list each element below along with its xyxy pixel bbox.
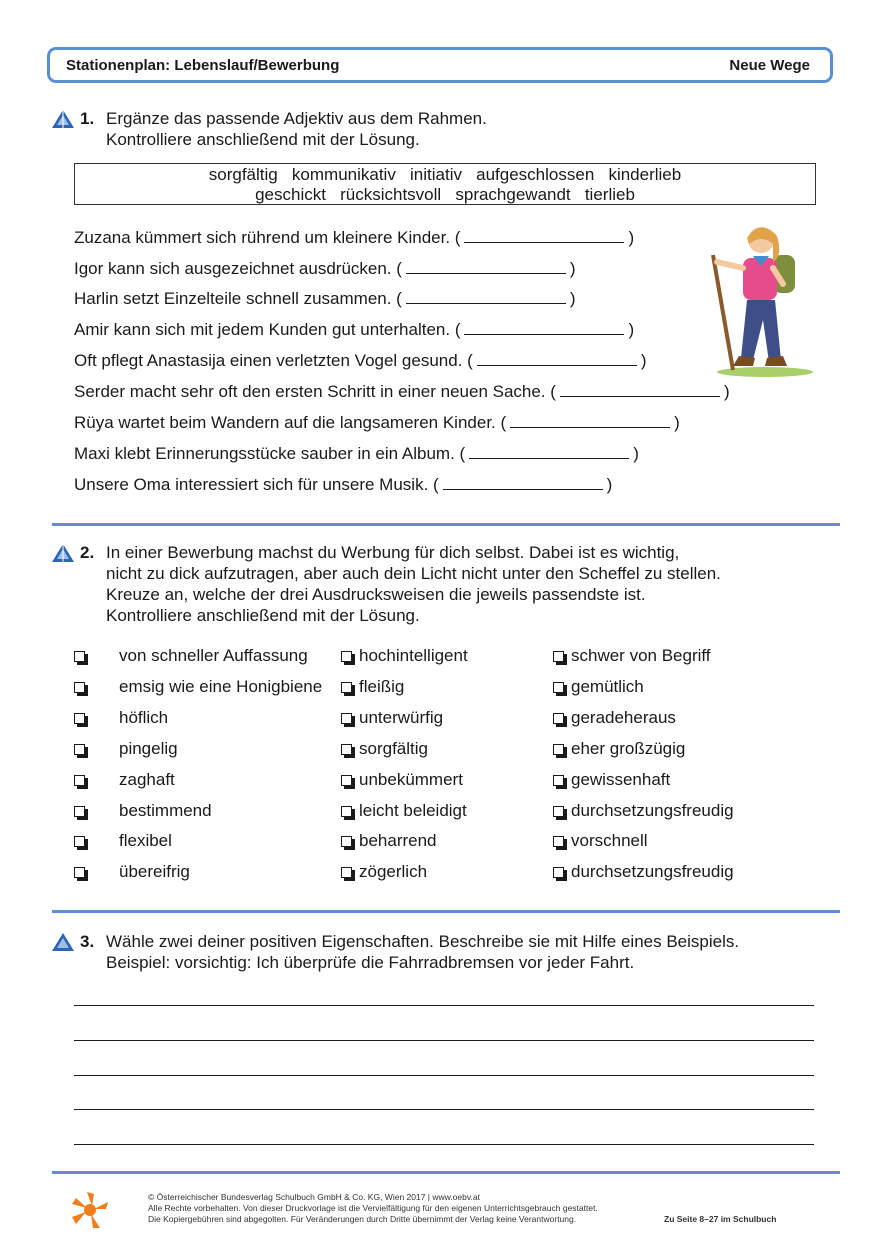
- answer-blank[interactable]: [464, 228, 624, 243]
- option-label: durchsetzungsfreudig: [571, 800, 734, 820]
- sentence-row: [74, 444, 639, 464]
- close-paren: ): [569, 259, 576, 278]
- option-label: fleißig: [359, 676, 405, 696]
- close-paren: ): [633, 444, 639, 463]
- header-box: [47, 47, 833, 83]
- option-label: hochintelligent: [359, 646, 468, 665]
- option-label: bestimmend: [119, 800, 212, 820]
- checkbox-icon[interactable]: [341, 713, 352, 724]
- close-paren: ): [723, 382, 730, 401]
- rights-line: Alle Rechte vorbehalten. Von dieser Druckvorlage ist die Vervielfältigung für den eigenen Unterrichtsgebrauch gestattet.: [148, 1203, 598, 1213]
- section-divider: [52, 523, 840, 526]
- task2-instruction-4: Kontrolliere anschließend mit der Lösung.: [106, 606, 420, 625]
- option-label: leicht beleidigt: [359, 800, 467, 820]
- close-paren: ): [628, 320, 635, 339]
- task2-instruction-3: Kreuze an, welche der drei Ausdrucksweisen die jeweils passendste ist.: [106, 585, 646, 604]
- option-label: zögerlich: [359, 862, 428, 882]
- option-item[interactable]: [74, 770, 175, 790]
- answer-blank[interactable]: [464, 320, 624, 335]
- option-item[interactable]: [74, 646, 308, 666]
- checkbox-icon[interactable]: [74, 775, 85, 786]
- option-item[interactable]: [341, 801, 467, 821]
- checkbox-icon[interactable]: [74, 713, 85, 724]
- option-item[interactable]: [74, 677, 322, 697]
- close-paren: ): [640, 351, 647, 370]
- sentence-row: [74, 351, 646, 371]
- copyright-line: © Österreichischer Bundesverlag Schulbuch GmbH & Co. KG, Wien 2017 | www.oebv.at: [148, 1192, 480, 1202]
- option-item[interactable]: [553, 708, 676, 728]
- sentence-row: [74, 413, 680, 433]
- option-label: flexibel: [119, 831, 172, 851]
- section-divider: [52, 910, 840, 913]
- sentence-text: Maxi klebt Erinnerungsstücke sauber in ein Album. (: [74, 444, 466, 463]
- checkbox-icon[interactable]: [341, 682, 352, 693]
- option-item[interactable]: [341, 862, 427, 882]
- option-label: von schneller Auffassung: [119, 646, 308, 665]
- task1-number: 1.: [80, 109, 95, 128]
- sentence-row: [74, 382, 730, 402]
- word-box: [74, 163, 816, 205]
- task3-instruction-1: Wähle zwei deiner positiven Eigenschaften. Beschreibe sie mit Hilfe eines Beispiels.: [106, 932, 740, 951]
- option-label: pingelig: [119, 738, 178, 758]
- sentence-row: [74, 228, 634, 248]
- option-label: geradeheraus: [571, 707, 676, 727]
- sentence-text: Oft pflegt Anastasija einen verletzten Vogel gesund. (: [74, 351, 473, 370]
- option-item[interactable]: [341, 677, 404, 697]
- option-label: schwer von Begriff: [571, 646, 711, 665]
- answer-blank[interactable]: [406, 259, 566, 274]
- sentence-row: [74, 320, 634, 340]
- sentence-text: Serder macht sehr oft den ersten Schritt in einer neuen Sache. (: [74, 382, 556, 401]
- sentence-text: Igor kann sich ausgezeichnet ausdrücken. (: [74, 259, 402, 278]
- option-label: eher großzügig: [571, 738, 686, 758]
- option-label: beharrend: [359, 831, 437, 851]
- sentence-text: Zuzana kümmert sich rührend um kleinere Kinder. (: [74, 228, 461, 247]
- footer-divider: [52, 1171, 840, 1174]
- checkbox-icon[interactable]: [341, 806, 352, 817]
- checkbox-icon[interactable]: [74, 744, 85, 755]
- answer-blank[interactable]: [469, 444, 629, 459]
- close-paren: ): [606, 475, 613, 494]
- option-item[interactable]: [553, 770, 670, 790]
- checkbox-icon[interactable]: [553, 682, 564, 693]
- close-paren: ): [569, 289, 576, 308]
- checkbox-icon[interactable]: [341, 775, 352, 786]
- fees-line: Die Kopiergebühren sind abgegolten. Für Veränderungen durch Dritte übernimmt der Verlag keine Verantwortung.: [148, 1214, 577, 1224]
- checkbox-icon[interactable]: [553, 713, 564, 724]
- hiker-illustration: [703, 220, 813, 380]
- option-item[interactable]: [74, 831, 172, 851]
- sentence-text: Amir kann sich mit jedem Kunden gut unterhalten. (: [74, 320, 461, 339]
- answer-blank[interactable]: [510, 413, 670, 428]
- answer-blank[interactable]: [406, 289, 566, 304]
- checkbox-icon[interactable]: [341, 836, 352, 847]
- option-item[interactable]: [553, 646, 711, 666]
- option-label: übereifrig: [119, 862, 190, 882]
- checkbox-icon[interactable]: [74, 867, 85, 878]
- answer-blank[interactable]: [477, 351, 637, 366]
- sentence-row: [74, 259, 576, 279]
- checkbox-icon[interactable]: [553, 651, 564, 662]
- option-item[interactable]: [553, 801, 734, 821]
- checkbox-icon[interactable]: [74, 806, 85, 817]
- checkbox-icon[interactable]: [74, 836, 85, 847]
- option-item[interactable]: [341, 708, 443, 728]
- option-item[interactable]: [74, 801, 212, 821]
- option-item[interactable]: [553, 831, 648, 851]
- writing-line[interactable]: [74, 1075, 814, 1076]
- writing-line[interactable]: [74, 1040, 814, 1041]
- difficulty-triangle-icon: [52, 110, 74, 128]
- sentence-row: [74, 475, 612, 495]
- option-label: vorschnell: [571, 831, 648, 851]
- difficulty-triangle-icon: [52, 933, 74, 951]
- copyright-notice: [148, 1192, 598, 1225]
- checkbox-icon[interactable]: [553, 806, 564, 817]
- writing-line[interactable]: [74, 1144, 814, 1145]
- word-box-line-1: sorgfältig kommunikativ initiativ aufgeschlossen kinderlieb: [208, 165, 682, 184]
- option-item[interactable]: [341, 739, 428, 759]
- option-item[interactable]: [74, 708, 168, 728]
- writing-line[interactable]: [74, 1109, 814, 1110]
- option-item[interactable]: [341, 646, 468, 666]
- option-item[interactable]: [553, 739, 685, 759]
- oebv-logo-icon: [70, 1190, 110, 1230]
- option-item[interactable]: [553, 862, 734, 882]
- option-label: emsig wie eine Honigbiene: [119, 676, 323, 696]
- task1-instruction-2: Kontrolliere anschließend mit der Lösung.: [106, 130, 420, 149]
- task3-number: 3.: [80, 932, 95, 951]
- sentence-row: [74, 289, 576, 309]
- option-item[interactable]: [74, 739, 178, 759]
- option-label: sorgfältig: [359, 738, 428, 758]
- checkbox-icon[interactable]: [553, 867, 564, 878]
- word-box-line-2: geschickt rücksichtsvoll sprachgewandt tierlieb: [255, 185, 635, 204]
- checkbox-icon[interactable]: [74, 682, 85, 693]
- task2-instruction-1: In einer Bewerbung machst du Werbung für dich selbst. Dabei ist es wichtig,: [106, 543, 680, 562]
- task3-instruction-2: Beispiel: vorsichtig: Ich überprüfe die Fahrradbremsen vor jeder Fahrt.: [106, 953, 635, 972]
- checkbox-icon[interactable]: [341, 867, 352, 878]
- checkbox-icon[interactable]: [553, 744, 564, 755]
- answer-blank[interactable]: [560, 382, 720, 397]
- series-name: Neue Wege: [729, 56, 810, 74]
- task2-instruction-2: nicht zu dick aufzutragen, aber auch dein Licht nicht unter den Scheffel zu stellen.: [106, 564, 721, 583]
- task1-instruction-1: Ergänze das passende Adjektiv aus dem Rahmen.: [106, 109, 487, 128]
- worksheet-title: Stationenplan: Lebenslauf/Bewerbung: [66, 56, 340, 74]
- option-label: gemütlich: [571, 676, 644, 696]
- checkbox-icon[interactable]: [553, 775, 564, 786]
- close-paren: ): [674, 413, 680, 432]
- sentence-text: Unsere Oma interessiert sich für unsere Musik. (: [74, 475, 439, 494]
- option-item[interactable]: [74, 862, 190, 882]
- checkbox-icon[interactable]: [341, 651, 352, 662]
- option-item[interactable]: [553, 677, 644, 697]
- option-item[interactable]: [341, 831, 437, 851]
- checkbox-icon[interactable]: [553, 836, 564, 847]
- sentence-text: Rüya wartet beim Wandern auf die langsameren Kinder. (: [74, 413, 507, 432]
- checkbox-icon[interactable]: [341, 744, 352, 755]
- option-label: gewissenhaft: [571, 769, 671, 789]
- writing-line[interactable]: [74, 1005, 814, 1006]
- sentence-text: Harlin setzt Einzelteile schnell zusammen. (: [74, 289, 402, 308]
- option-label: höflich: [119, 707, 169, 727]
- option-item[interactable]: [341, 770, 463, 790]
- option-label: unterwürfig: [359, 707, 444, 727]
- difficulty-triangle-icon: [52, 544, 74, 562]
- task2-number: 2.: [80, 543, 95, 562]
- option-label: zaghaft: [119, 769, 175, 789]
- checkbox-icon[interactable]: [74, 651, 85, 662]
- close-paren: ): [628, 228, 635, 247]
- option-label: unbekümmert: [359, 769, 463, 789]
- answer-blank[interactable]: [443, 475, 603, 490]
- option-label: durchsetzungsfreudig: [571, 862, 734, 882]
- textbook-pages: Zu Seite 8–27 im Schulbuch: [664, 1214, 777, 1224]
